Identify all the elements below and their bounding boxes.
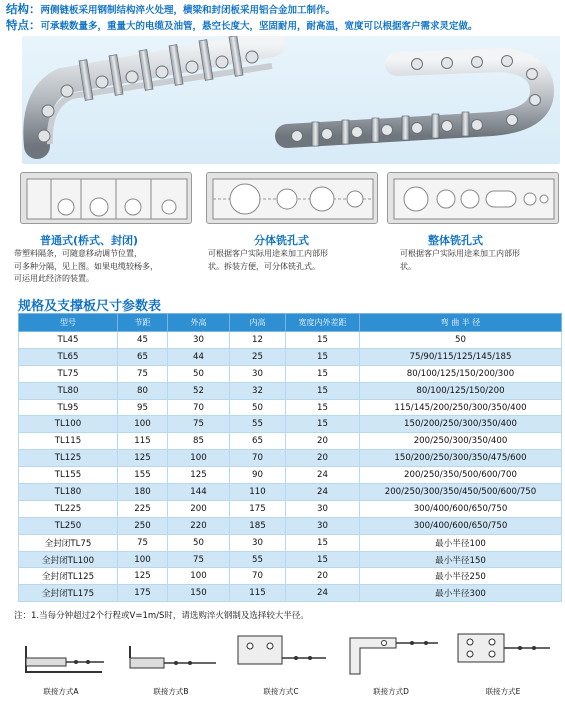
table-cell: 65: [118, 348, 168, 365]
table-cell: 100: [168, 568, 230, 585]
table-cell: 180: [118, 484, 168, 501]
table-cell: 30: [230, 534, 286, 551]
type-normal-title: 普通式(桥式、封闭): [40, 234, 139, 247]
table-cell: TL180: [19, 484, 118, 501]
table-cell: 全封闭TL175: [19, 585, 118, 602]
table-cell: 15: [286, 399, 360, 416]
spec-table: [18, 313, 562, 602]
table-cell: 15: [286, 534, 360, 551]
structure-text: 两侧链板采用钢制结构淬火处理，横梁和封闭板采用铝合金加工制作。: [40, 5, 336, 16]
table-cell: 20: [286, 433, 360, 450]
connection-e-icon: [448, 628, 558, 684]
table-cell: 50: [168, 365, 230, 382]
type-normal-diagram: [20, 172, 192, 224]
structure-label: 结构：: [6, 2, 41, 16]
table-cell: 75: [168, 551, 230, 568]
types-section: [0, 168, 565, 293]
table-cell: 30: [286, 500, 360, 517]
table-cell: TL100: [19, 416, 118, 433]
table-row: [19, 450, 562, 467]
table-cell: 最小半径300: [360, 585, 562, 602]
table-cell: 32: [230, 382, 286, 399]
table-cell: 144: [168, 484, 230, 501]
table-cell: 50: [230, 399, 286, 416]
table-cell: 75: [168, 416, 230, 433]
table-cell: 200/250/300/350/400: [360, 433, 562, 450]
table-cell: 20: [286, 568, 360, 585]
table-cell: 175: [230, 500, 286, 517]
table-cell: 45: [118, 332, 168, 349]
table-row: [19, 534, 562, 551]
table-cell: 15: [286, 332, 360, 349]
desc-line: 可根据客户实际用途来加工内部形: [208, 249, 328, 258]
table-cell: 100: [118, 551, 168, 568]
table-cell: 52: [168, 382, 230, 399]
desc-line: 状。: [400, 261, 416, 271]
table-cell: 55: [230, 416, 286, 433]
header-pitch: 节距: [118, 314, 168, 332]
table-cell: 24: [286, 585, 360, 602]
connection-c-label: 联接方式C: [263, 687, 299, 696]
table-cell: 100: [168, 450, 230, 467]
table-cell: 150: [168, 585, 230, 602]
table-cell: TL80: [19, 382, 118, 399]
table-row: [19, 467, 562, 484]
table-cell: 220: [168, 517, 230, 534]
table-cell: TL115: [19, 433, 118, 450]
integral-section-icon: [388, 173, 559, 224]
table-cell: 200: [168, 500, 230, 517]
feature-label: 特点：: [6, 18, 41, 32]
table-row: [19, 416, 562, 433]
table-cell: 15: [286, 551, 360, 568]
table-cell: TL125: [19, 450, 118, 467]
type-split-desc: [208, 248, 378, 273]
table-cell: 80/100/125/150/200/300: [360, 365, 562, 382]
feature-line: [6, 18, 561, 34]
connection-c-icon: [226, 628, 336, 684]
table-cell: 30: [286, 517, 360, 534]
type-normal-desc: [14, 248, 194, 286]
table-row: [19, 348, 562, 365]
table-cell: 80: [118, 382, 168, 399]
type-split-diagram: [206, 172, 378, 224]
table-cell: 70: [230, 450, 286, 467]
table-cell: 最小半径250: [360, 568, 562, 585]
table-cell: 最小半径150: [360, 551, 562, 568]
header-width-diff: 宽度内外差距: [286, 314, 360, 332]
table-cell: TL250: [19, 517, 118, 534]
type-integral-diagram: [387, 172, 559, 224]
table-row: [19, 433, 562, 450]
table-row: [19, 484, 562, 501]
table-cell: 110: [230, 484, 286, 501]
table-cell: 185: [230, 517, 286, 534]
connection-a-label: 联接方式A: [43, 687, 79, 696]
product-photo: [22, 36, 560, 164]
table-cell: 80/100/125/150/200: [360, 382, 562, 399]
table-cell: 70: [230, 568, 286, 585]
table-body: [19, 332, 562, 602]
table-cell: 95: [118, 399, 168, 416]
connections-section: [0, 624, 565, 702]
table-cell: 150/200/250/300/350/400: [360, 416, 562, 433]
table-cell: 全封闭TL100: [19, 551, 118, 568]
table-cell: 225: [118, 500, 168, 517]
table-cell: 50: [360, 332, 562, 349]
connection-b: [116, 624, 226, 702]
table-cell: 200/250/350/500/600/700: [360, 467, 562, 484]
table-cell: TL155: [19, 467, 118, 484]
note: 注：1.当每分钟超过2个行程或V=1m/S时，请选购淬火钢制及选择较大半径。: [14, 611, 309, 621]
type-integral-desc: [400, 248, 560, 273]
connection-a-icon: [6, 628, 116, 684]
desc-line: 带塑料隔条，可随意移动调节位置，: [14, 249, 142, 258]
table-cell: 55: [230, 551, 286, 568]
header-inner-height: 内高: [230, 314, 286, 332]
table-cell: 115/145/200/250/300/350/400: [360, 399, 562, 416]
table-header-row: [19, 314, 562, 332]
table-row: [19, 551, 562, 568]
table-row: [19, 500, 562, 517]
connection-b-icon: [116, 628, 226, 684]
table-cell: 30: [168, 332, 230, 349]
table-cell: TL225: [19, 500, 118, 517]
desc-line: 可运用此经济的装置。: [14, 274, 94, 283]
table-cell: 24: [286, 484, 360, 501]
connection-e-label: 联接方式E: [485, 687, 521, 696]
table-cell: 12: [230, 332, 286, 349]
table-cell: 65: [230, 433, 286, 450]
table-cell: 70: [168, 399, 230, 416]
table-cell: 25: [230, 348, 286, 365]
table-row: [19, 568, 562, 585]
table-row: [19, 332, 562, 349]
table-cell: 250: [118, 517, 168, 534]
table-row: [19, 365, 562, 382]
table-cell: 75: [118, 534, 168, 551]
table-cell: 115: [118, 433, 168, 450]
type-split-title: 分体铣孔式: [254, 234, 309, 247]
table-cell: 15: [286, 348, 360, 365]
table-cell: 全封闭TL75: [19, 534, 118, 551]
header-outer-height: 外高: [168, 314, 230, 332]
cable-chain-illustration: [22, 36, 560, 164]
table-cell: 15: [286, 365, 360, 382]
table-cell: TL65: [19, 348, 118, 365]
normal-section-icon: [21, 173, 192, 224]
structure-line: [6, 2, 561, 18]
table-cell: TL75: [19, 365, 118, 382]
feature-text: 可承载数量多，重量大的电缆及油管，悬空长度大，坚固耐用，耐高温，宽度可以根据客户需求灵定做。: [40, 21, 478, 32]
type-integral-title: 整体铣孔式: [428, 234, 483, 247]
table-title: 规格及支撑板尺寸参数表: [18, 299, 162, 314]
desc-line: 可多种分隔，见上图。如果电缆较杨多，: [14, 261, 158, 271]
table-cell: TL95: [19, 399, 118, 416]
table-row: [19, 382, 562, 399]
table-cell: 200/250/300/350/450/500/600/750: [360, 484, 562, 501]
table-row: [19, 517, 562, 534]
table-cell: 30: [230, 365, 286, 382]
table-cell: 155: [118, 467, 168, 484]
table-row: [19, 585, 562, 602]
table-cell: 20: [286, 450, 360, 467]
connection-c: [226, 624, 336, 702]
table-cell: TL45: [19, 332, 118, 349]
table-cell: 75/90/115/125/145/185: [360, 348, 562, 365]
table-cell: 175: [118, 585, 168, 602]
table-cell: 150/200/250/300/350/475/600: [360, 450, 562, 467]
table-cell: 50: [168, 534, 230, 551]
table-cell: 44: [168, 348, 230, 365]
table-cell: 85: [168, 433, 230, 450]
table-cell: 24: [286, 467, 360, 484]
table-cell: 90: [230, 467, 286, 484]
table-cell: 100: [118, 416, 168, 433]
desc-line: 可根据客户实际用途来加工内部形: [400, 249, 520, 258]
table-cell: 125: [168, 467, 230, 484]
desc-line: 状。拆装方便，可分体铣孔式。: [208, 261, 320, 271]
table-cell: 115: [230, 585, 286, 602]
table-cell: 15: [286, 416, 360, 433]
connection-a: [6, 624, 116, 702]
split-section-icon: [207, 173, 378, 224]
connection-d: [336, 624, 446, 702]
connection-b-label: 联接方式B: [153, 687, 189, 696]
table-cell: 300/400/600/650/750: [360, 517, 562, 534]
table-cell: 300/400/600/650/750: [360, 500, 562, 517]
connection-e: [448, 624, 558, 702]
table-cell: 15: [286, 382, 360, 399]
table-cell: 75: [118, 365, 168, 382]
table-cell: 125: [118, 568, 168, 585]
table-cell: 全封闭TL125: [19, 568, 118, 585]
table-cell: 125: [118, 450, 168, 467]
table-cell: 最小半径100: [360, 534, 562, 551]
header-bend-radius: 弯 曲 半 径: [360, 314, 562, 332]
connection-d-label: 联接方式D: [373, 687, 409, 696]
connection-d-icon: [336, 628, 446, 684]
table-row: [19, 399, 562, 416]
header-model: 型号: [19, 314, 118, 332]
intro: [6, 2, 561, 34]
